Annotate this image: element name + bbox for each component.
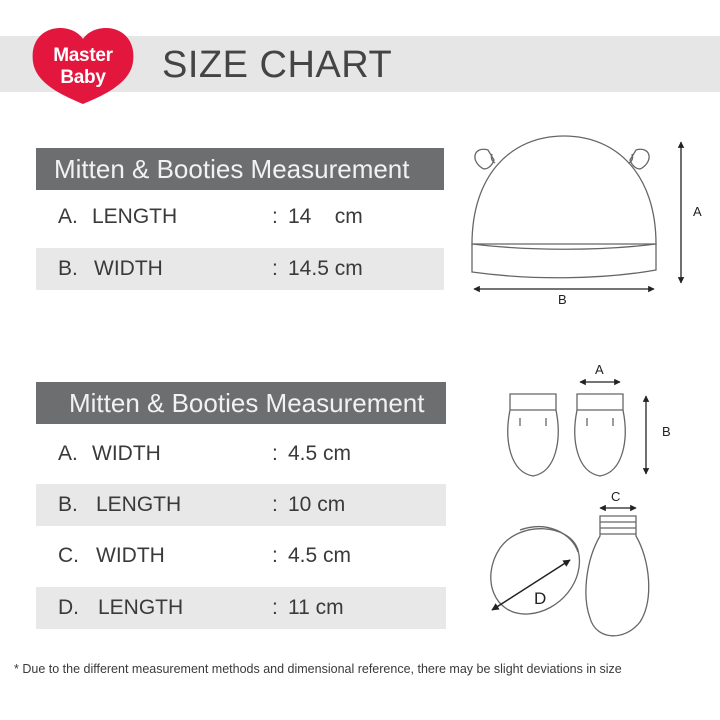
row-letter: B. [58, 257, 78, 280]
mitten-label-a: A [595, 362, 604, 377]
row-value: 11 cm [288, 596, 344, 619]
row-separator: : [272, 596, 278, 619]
booties-icon [491, 516, 649, 636]
bootie-label-d: D [534, 589, 547, 608]
row-name: WIDTH [94, 257, 163, 280]
row-separator: : [272, 544, 278, 567]
row-letter: C. [58, 544, 79, 567]
section-2-header: Mitten & Booties Measurement [36, 382, 446, 424]
section-1-header: Mitten & Booties Measurement [36, 148, 444, 190]
row-letter: A. [58, 442, 78, 465]
row-value: 14.5 cm [288, 257, 363, 280]
hat-icon [472, 136, 656, 278]
row-letter: D. [58, 596, 79, 619]
row-name: WIDTH [92, 442, 161, 465]
page-title: SIZE CHART [162, 44, 393, 86]
row-value: 4.5 cm [288, 442, 352, 465]
row-separator: : [272, 442, 278, 465]
row-letter: B. [58, 493, 78, 516]
row-value: 10 cm [288, 493, 346, 516]
row-value: 14 cm [288, 205, 363, 228]
row-separator: : [272, 205, 278, 228]
hat-label-a: A [693, 204, 702, 219]
row-name: LENGTH [98, 596, 184, 619]
row-name: WIDTH [96, 544, 165, 567]
row-name: LENGTH [96, 493, 182, 516]
row-letter: A. [58, 205, 78, 228]
hat-label-b: B [558, 292, 567, 307]
brand-name-line1: Master [53, 45, 113, 66]
row-separator: : [272, 493, 278, 516]
row-value: 4.5 cm [288, 544, 352, 567]
mittens-icon [508, 394, 625, 476]
footnote-disclaimer: * Due to the different measurement methods and dimensional reference, there may be slight deviations in size [14, 662, 622, 676]
row-name: LENGTH [92, 205, 178, 228]
mitten-label-b: B [662, 424, 671, 439]
bootie-label-c: C [611, 489, 621, 504]
row-separator: : [272, 257, 278, 280]
brand-name-line2: Baby [60, 67, 106, 88]
